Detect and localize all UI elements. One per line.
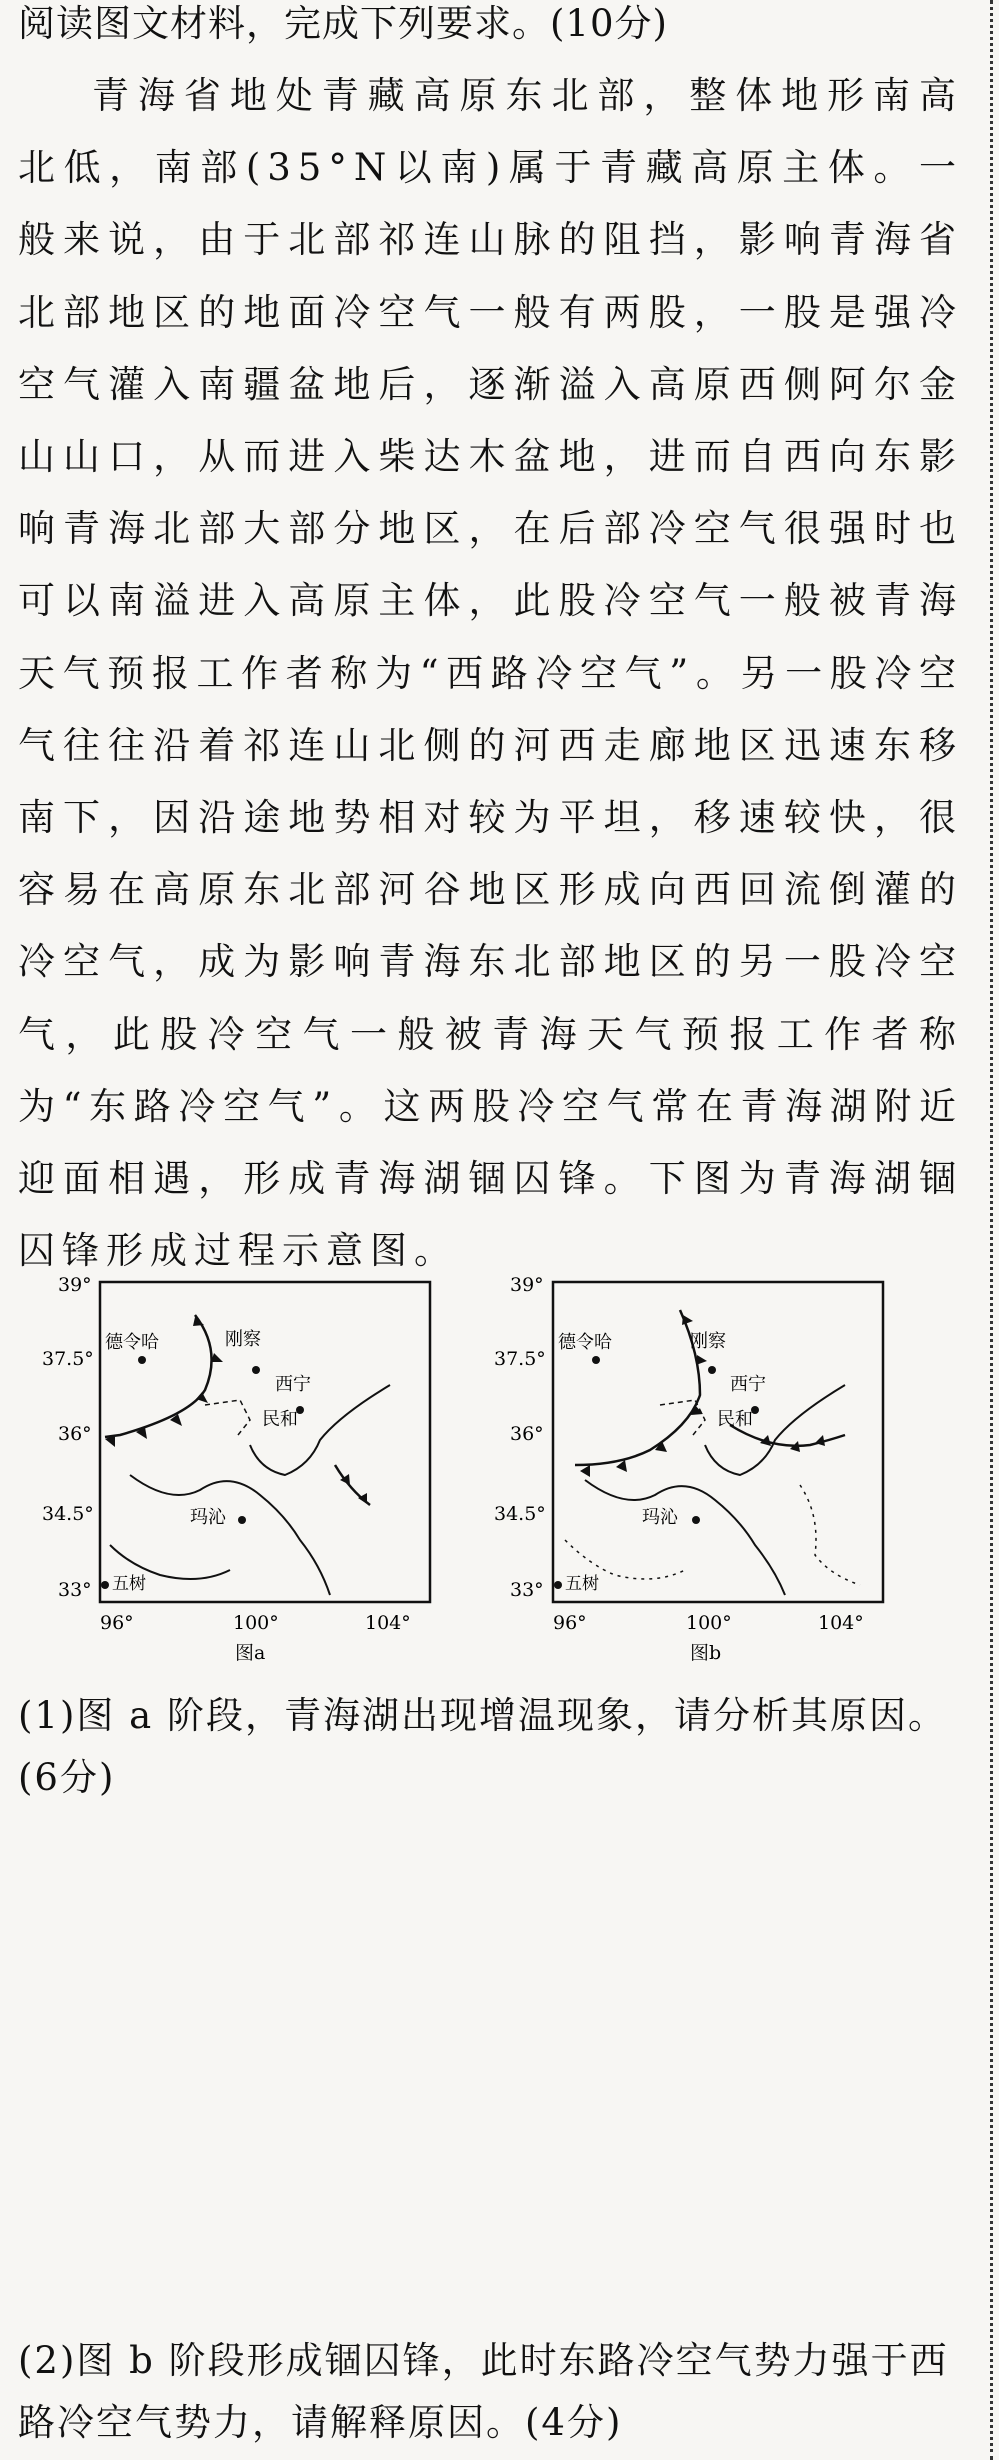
question-1: (1)图 a 阶段，青海湖出现增温现象，请分析其原因。(6分) bbox=[18, 1694, 947, 1799]
map-b-xining: 西宁 bbox=[730, 1374, 766, 1395]
map-a-wushu-dot bbox=[101, 1581, 109, 1589]
map-b-minhe: 民和 bbox=[717, 1409, 753, 1430]
map-b-frame bbox=[553, 1282, 883, 1602]
question-header: 阅读图文材料，完成下列要求。(10分) bbox=[18, 2, 668, 45]
map-b-lat-375: 37.5° bbox=[494, 1348, 546, 1370]
map-b-wushu: 五树 bbox=[565, 1574, 599, 1594]
map-a-gangcha: 刚察 bbox=[225, 1329, 261, 1350]
answer-space-1[interactable] bbox=[18, 1815, 963, 2315]
map-b-delingha-dot bbox=[592, 1356, 600, 1364]
map-a-maqin-dot bbox=[238, 1516, 246, 1524]
map-b-lat-33: 33° bbox=[510, 1579, 544, 1601]
map-b-lon-100: 100° bbox=[686, 1612, 732, 1634]
map-a-delingha-dot bbox=[138, 1356, 146, 1364]
map-b-lat-39: 39° bbox=[510, 1274, 544, 1296]
map-a-lon-104: 104° bbox=[365, 1612, 411, 1634]
question-2: (2)图 b 阶段形成锢囚锋，此时东路冷空气势力强于西路冷空气势力，请解释原因。(4分) bbox=[18, 2339, 949, 2444]
map-a-lake bbox=[205, 1400, 250, 1435]
map-b bbox=[494, 1274, 883, 1664]
map-b-lon-104: 104° bbox=[818, 1612, 864, 1634]
map-a-lon-96: 96° bbox=[100, 1612, 134, 1634]
map-b-lat-36: 36° bbox=[510, 1423, 544, 1445]
map-a-minhe: 民和 bbox=[262, 1409, 298, 1430]
map-b-gangcha: 刚察 bbox=[690, 1331, 726, 1352]
map-b-wushu-dot bbox=[554, 1581, 562, 1589]
front-formation-maps bbox=[0, 1265, 999, 1685]
map-b-delingha: 德令哈 bbox=[558, 1332, 612, 1353]
map-a-maqin: 玛沁 bbox=[190, 1507, 226, 1528]
map-b-caption: 图b bbox=[690, 1642, 722, 1664]
map-a-gangcha-dot bbox=[252, 1366, 260, 1374]
dotted-binding-line bbox=[990, 0, 993, 2460]
map-a-lon-100: 100° bbox=[233, 1612, 279, 1634]
map-b-lon-96: 96° bbox=[553, 1612, 587, 1634]
map-a-river-2 bbox=[250, 1385, 390, 1475]
map-a-river bbox=[130, 1475, 330, 1595]
map-b-gangcha-dot bbox=[708, 1366, 716, 1374]
map-a-caption: 图a bbox=[235, 1642, 266, 1664]
map-a-xining: 西宁 bbox=[275, 1374, 311, 1395]
map-a-delingha: 德令哈 bbox=[105, 1332, 159, 1353]
map-figures bbox=[0, 1265, 999, 1685]
map-b-river bbox=[585, 1480, 785, 1595]
map-a-frame bbox=[100, 1282, 430, 1602]
map-a-lat-36: 36° bbox=[58, 1423, 92, 1445]
map-b-boundary-2 bbox=[800, 1485, 860, 1585]
map-a-lat-33: 33° bbox=[58, 1579, 92, 1601]
map-a-lat-39: 39° bbox=[58, 1274, 92, 1296]
map-a-wushu: 五树 bbox=[112, 1574, 146, 1594]
reading-passage bbox=[18, 60, 963, 1287]
map-a bbox=[42, 1274, 430, 1664]
map-b-lake bbox=[660, 1400, 705, 1435]
map-b-maqin: 玛沁 bbox=[642, 1507, 678, 1528]
passage-text: 青海省地处青藏高原东北部，整体地形南高北低，南部(35°N以南)属于青藏高原主体。一般来说，由于北部祁连山脉的阻挡，影响青海省北部地区的地面冷空气一般有两股，一股是强冷空气灌入南疆盆地后，逐渐溢入高原西侧阿尔金山山口，从而进入柴达木盆地，进而自西向东影响青海北部大部分地区，在后部冷空气很强时也可以南溢进入高原主体，此股冷空气一般被青海天气预报工作者称为“西路冷空气”。另一股冷空气往往沿着祁连山北侧的河西走廊地区迅速东移南下，因沿途地势相对较为平坦，移速较快，很容易在高原东北部河谷地区形成向西回流倒灌的冷空气，成为影响青海东北部地区的另一股冷空气，此股冷空气一般被青海天气预报工作者称为“东路冷空气”。这两股冷空气常在青海湖附近迎面相遇，形成青海湖锢囚锋。下图为青海湖锢囚锋形成过程示意图。 bbox=[18, 74, 963, 1273]
map-b-river-2 bbox=[705, 1385, 845, 1475]
map-a-lat-345: 34.5° bbox=[42, 1503, 94, 1525]
map-a-lat-375: 37.5° bbox=[42, 1348, 94, 1370]
map-b-lat-345: 34.5° bbox=[494, 1503, 546, 1525]
map-b-maqin-dot bbox=[692, 1516, 700, 1524]
